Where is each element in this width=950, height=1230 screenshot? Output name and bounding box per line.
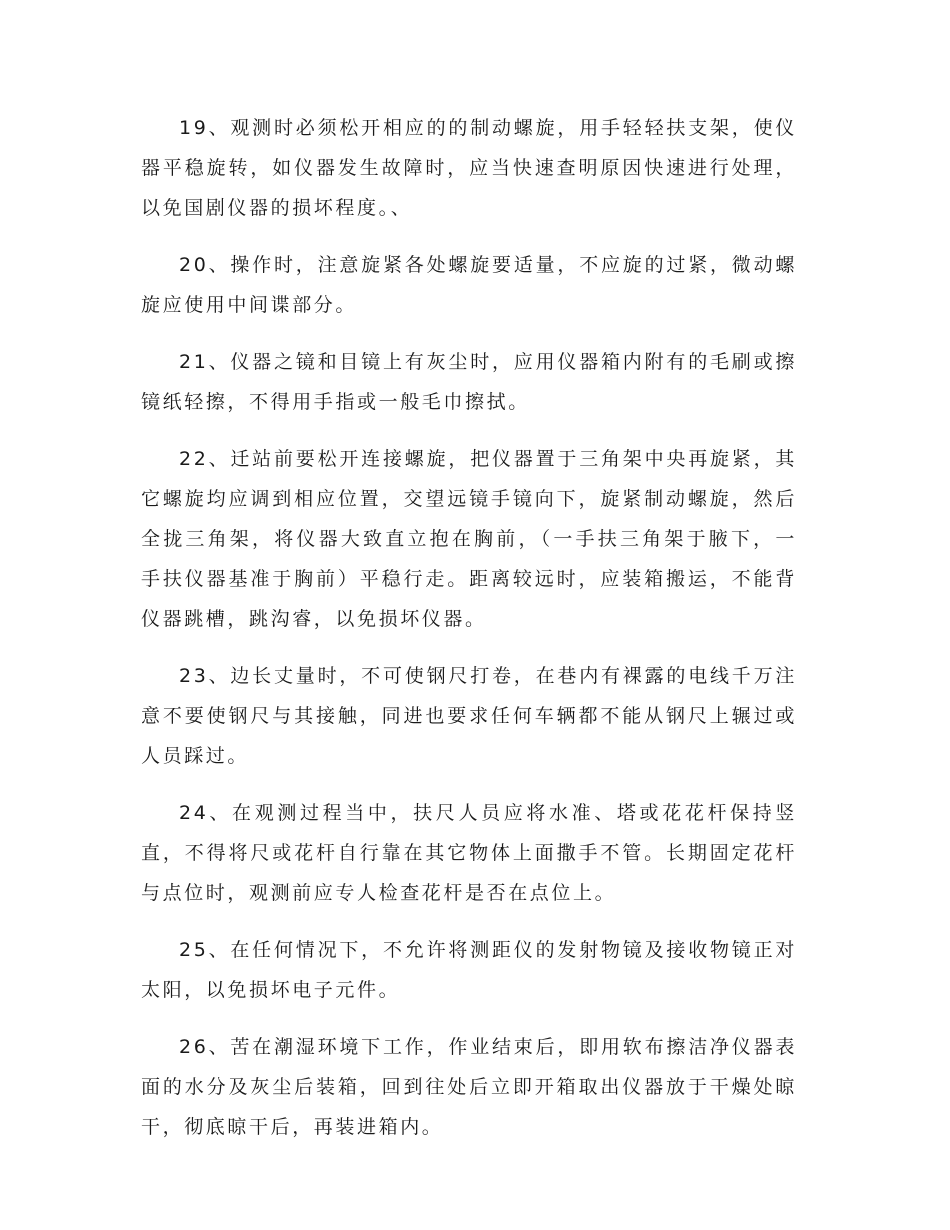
- paragraph-25: 25、在任何情况下，不允许将测距仪的发射物镜及接收物镜正对太阳，以免损坏电子元件。: [141, 939, 797, 1001]
- paragraph-20: 20、操作时，注意旋紧各处螺旋要适量，不应旋的过紧，微动螺旋应使用中间谍部分。: [141, 254, 797, 316]
- paragraph-23: 23、边长丈量时，不可使钢尺打卷，在巷内有裸露的电线千万注意不要使钢尺与其接触，同进也要求任何车辆都不能从钢尺上辗过或人员踩过。: [141, 665, 797, 767]
- paragraph-19: 19、观测时必须松开相应的的制动螺旋，用手轻轻扶支架，使仪器平稳旋转，如仪器发生故障时，应当快速查明原因快速进行处理，以免国剧仪器的损坏程度。、: [141, 117, 797, 219]
- paragraph-21: 21、仪器之镜和目镜上有灰尘时，应用仪器箱内附有的毛刷或擦镜纸轻擦，不得用手指或一般毛巾擦拭。: [141, 351, 797, 413]
- document-body: [141, 108, 797, 1164]
- paragraph-24: 24、在观测过程当中，扶尺人员应将水准、塔或花花杆保持竖直，不得将尺或花杆自行靠在其它物体上面撒手不管。长期固定花杆与点位时，观测前应专人检查花杆是否在点位上。: [141, 802, 797, 904]
- paragraph-22: 22、迁站前要松开连接螺旋，把仪器置于三角架中央再旋紧，其它螺旋均应调到相应位置，交望远镜手镜向下，旋紧制动螺旋，然后全拢三角架，将仪器大致直立抱在胸前，（一手扶三角架于腋下，一手扶仪器基准于胸前）平稳行走。距离较远时，应装箱搬运，不能背仪器跳槽，跳沟睿，以免损坏仪器。: [141, 448, 797, 630]
- paragraph-26: 26、苦在潮湿环境下工作，作业结束后，即用软布擦洁净仪器表面的水分及灰尘后装箱，回到往处后立即开箱取出仪器放于干燥处晾干，彻底晾干后，再装进箱内。: [141, 1036, 797, 1138]
